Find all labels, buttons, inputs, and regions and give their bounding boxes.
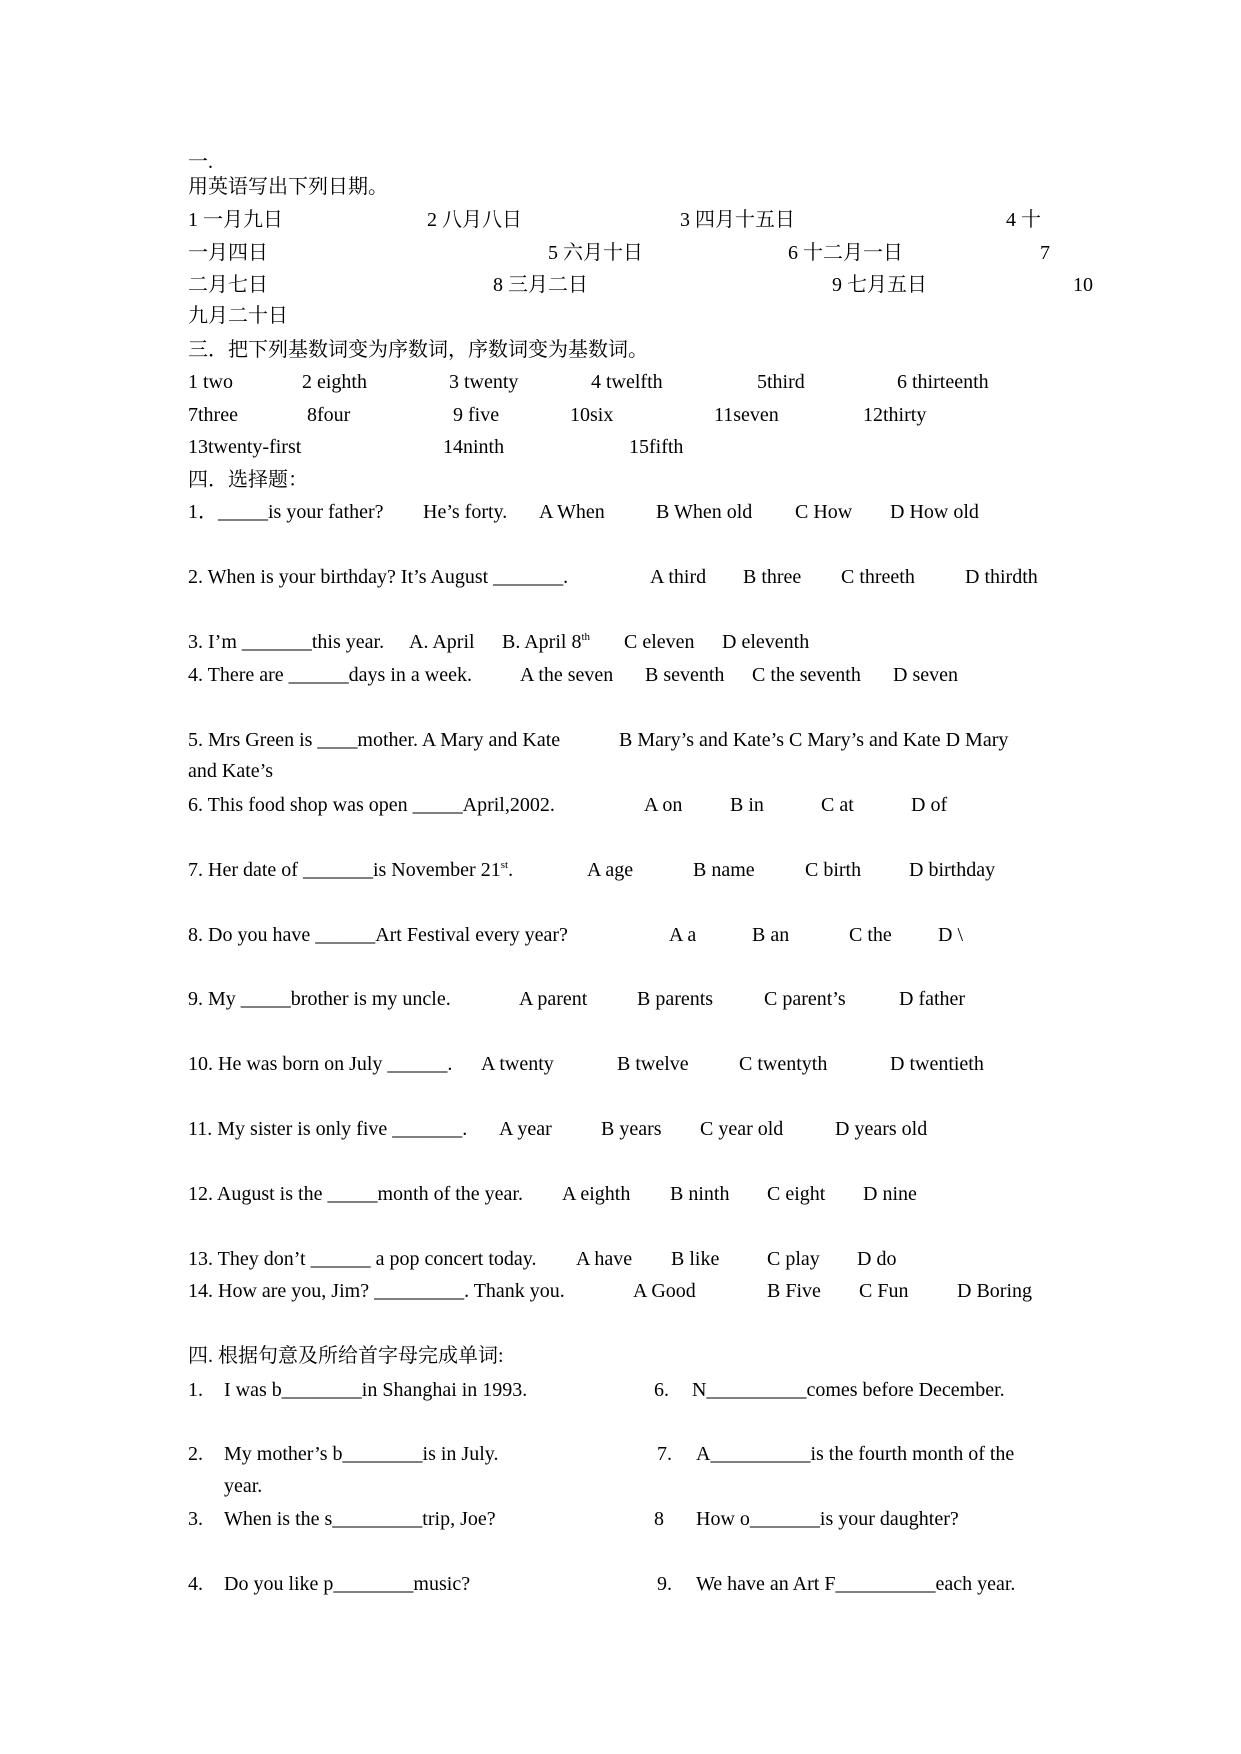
- option-a: A a: [669, 924, 697, 946]
- option-b: B When old: [656, 501, 753, 523]
- item-number: 3.: [188, 1508, 203, 1530]
- option-d: D thirdth: [965, 566, 1038, 588]
- section1-instruction: 用英语写出下列日期。: [188, 176, 388, 198]
- date-item: 二月七日: [188, 274, 268, 296]
- option-c: C parent’s: [764, 988, 846, 1010]
- date-item: 6 十二月一日: [788, 242, 903, 264]
- question-options: B Mary’s and Kate’s C Mary’s and Kate D Mary: [619, 729, 1009, 751]
- item-text: We have an Art F__________each year.: [696, 1573, 1016, 1595]
- question-wrap: and Kate’s: [188, 760, 273, 782]
- option-a: A When: [539, 501, 605, 523]
- number-item: 11seven: [714, 404, 779, 426]
- date-item: 8 三月二日: [493, 274, 588, 296]
- option-d: D How old: [890, 501, 979, 523]
- section4-title: 四．选择题：: [188, 469, 308, 491]
- item-wrap: year.: [224, 1475, 263, 1497]
- option-c: C at: [821, 794, 854, 816]
- option-b-text: B. April 8: [502, 631, 582, 653]
- option-c: C birth: [805, 859, 862, 881]
- question-13: [0, 1246, 1241, 1272]
- section3-title: 三．把下列基数词变为序数词，序数词变为基数词。: [188, 339, 648, 361]
- option-b: B ninth: [670, 1183, 730, 1205]
- option-a: A. April: [409, 631, 475, 653]
- option-b: B like: [671, 1248, 720, 1270]
- date-item: 9 七月五日: [832, 274, 927, 296]
- question-10: [0, 1051, 1241, 1077]
- option-c: C the seventh: [752, 664, 861, 686]
- option-b: B an: [752, 924, 790, 946]
- date-item: 一月四日: [188, 242, 268, 264]
- question-9: [0, 986, 1241, 1012]
- question-text: 5. Mrs Green is ____mother. A Mary and Kate: [188, 729, 561, 751]
- question-text: 9. My _____brother is my uncle.: [188, 988, 451, 1010]
- option-b: B twelve: [617, 1053, 689, 1075]
- date-item: 5 六月十日: [548, 242, 643, 264]
- question-12: [0, 1181, 1241, 1207]
- option-d: D do: [857, 1248, 897, 1270]
- option-d: D nine: [863, 1183, 917, 1205]
- item-text: My mother’s b________is in July.: [224, 1443, 499, 1465]
- item-text: How o_______is your daughter?: [696, 1508, 959, 1530]
- option-b: B parents: [637, 988, 714, 1010]
- option-a: A have: [576, 1248, 633, 1270]
- number-item: 12thirty: [863, 404, 927, 426]
- ordinal-suffix: st: [500, 859, 509, 871]
- option-c: C twentyth: [739, 1053, 828, 1075]
- question-7: [0, 857, 1241, 883]
- question-text: [188, 857, 513, 883]
- option-a: A year: [499, 1118, 552, 1140]
- item-number: 1.: [188, 1379, 203, 1401]
- item-text: When is the s_________trip, Joe?: [224, 1508, 496, 1530]
- question-3: [0, 629, 1241, 655]
- option-a: A the seven: [520, 664, 614, 686]
- question-6: [0, 792, 1241, 818]
- option-b: B in: [730, 794, 764, 816]
- option-d: D Boring: [957, 1280, 1032, 1302]
- number-item: 7three: [188, 404, 238, 426]
- option-d: D twentieth: [890, 1053, 984, 1075]
- number-item: 5third: [757, 371, 805, 393]
- question-text: 10. He was born on July ______.: [188, 1053, 453, 1075]
- question-text: 8. Do you have ______Art Festival every year?: [188, 924, 568, 946]
- number-item: 3 twenty: [449, 371, 519, 393]
- number-item: 2 eighth: [302, 371, 367, 393]
- item-text: I was b________in Shanghai in 1993.: [224, 1379, 528, 1401]
- option-b: B Five: [767, 1280, 821, 1302]
- option-a: A on: [644, 794, 683, 816]
- option-a: A age: [587, 859, 634, 881]
- item-text: A__________is the fourth month of the: [696, 1443, 1015, 1465]
- question-11: [0, 1116, 1241, 1142]
- option-b: B seventh: [645, 664, 725, 686]
- number-item: 6 thirteenth: [897, 371, 989, 393]
- number-item: 14ninth: [443, 436, 505, 458]
- question-body: 7. Her date of _______is November 21: [188, 859, 501, 881]
- question-text: 12. August is the _____month of the year.: [188, 1183, 523, 1205]
- question-14: [0, 1278, 1241, 1304]
- option-d: D eleventh: [722, 631, 810, 653]
- question-text: 13. They don’t ______ a pop concert today.: [188, 1248, 537, 1270]
- option-a: A third: [650, 566, 707, 588]
- number-item: 1 two: [188, 371, 233, 393]
- question-text: 1．_____is your father?: [188, 501, 384, 523]
- item-number: 4.: [188, 1573, 203, 1595]
- question-text: 14. How are you, Jim? _________. Thank you.: [188, 1280, 565, 1302]
- option-b: [502, 629, 590, 655]
- item-number: 8: [654, 1508, 664, 1530]
- question-extra: He’s forty.: [423, 501, 508, 523]
- option-d: D seven: [893, 664, 958, 686]
- question-4: [0, 662, 1241, 688]
- option-c: C Fun: [859, 1280, 909, 1302]
- question-text: 11. My sister is only five _______.: [188, 1118, 468, 1140]
- option-c: C How: [795, 501, 853, 523]
- option-a: A parent: [519, 988, 588, 1010]
- option-c: C the: [849, 924, 892, 946]
- option-a: A twenty: [481, 1053, 554, 1075]
- date-item: 九月二十日: [188, 305, 288, 327]
- date-item: 4 十: [1006, 209, 1041, 231]
- item-number: 2.: [188, 1443, 203, 1465]
- section5-title: 四. 根据句意及所给首字母完成单词:: [188, 1345, 504, 1367]
- question-text: 6. This food shop was open _____April,2002.: [188, 794, 555, 816]
- question-2: [0, 564, 1241, 590]
- date-item: 2 八月八日: [427, 209, 522, 231]
- item-number: 9.: [657, 1573, 672, 1595]
- question-text: 4. There are ______days in a week.: [188, 664, 472, 686]
- option-d: D years old: [835, 1118, 928, 1140]
- question-tail: .: [508, 859, 514, 881]
- option-c: C year old: [700, 1118, 784, 1140]
- option-b: B three: [743, 566, 802, 588]
- option-c: C eleven: [624, 631, 695, 653]
- date-item: 3 四月十五日: [680, 209, 795, 231]
- item-number: 6.: [654, 1379, 669, 1401]
- option-c: C threeth: [841, 566, 915, 588]
- question-1: [0, 499, 1241, 525]
- item-text: N__________comes before December.: [692, 1379, 1005, 1401]
- number-item: 13twenty-first: [188, 436, 302, 458]
- number-item: 10six: [570, 404, 614, 426]
- question-text: 2. When is your birthday? It’s August _______.: [188, 566, 569, 588]
- date-item: 7: [1040, 242, 1050, 264]
- question-text: 3. I’m _______this year.: [188, 631, 385, 653]
- option-a: A Good: [633, 1280, 696, 1302]
- option-d: D \: [938, 924, 963, 946]
- option-a: A eighth: [562, 1183, 631, 1205]
- option-b: B years: [601, 1118, 662, 1140]
- option-b: B name: [693, 859, 755, 881]
- question-5: [0, 727, 1241, 753]
- question-8: [0, 922, 1241, 948]
- option-c: C play: [767, 1248, 820, 1270]
- section1-title: 一.: [188, 151, 213, 173]
- item-text: Do you like p________music?: [224, 1573, 471, 1595]
- number-item: 9 five: [453, 404, 500, 426]
- date-item: 10: [1073, 274, 1093, 296]
- item-number: 7.: [657, 1443, 672, 1465]
- ordinal-suffix: th: [581, 631, 591, 643]
- number-item: 8four: [307, 404, 351, 426]
- option-d: D father: [899, 988, 966, 1010]
- number-item: 4 twelfth: [591, 371, 663, 393]
- option-d: D birthday: [909, 859, 996, 881]
- number-item: 15fifth: [629, 436, 684, 458]
- option-c: C eight: [767, 1183, 826, 1205]
- option-d: D of: [911, 794, 948, 816]
- date-item: 1 一月九日: [188, 209, 283, 231]
